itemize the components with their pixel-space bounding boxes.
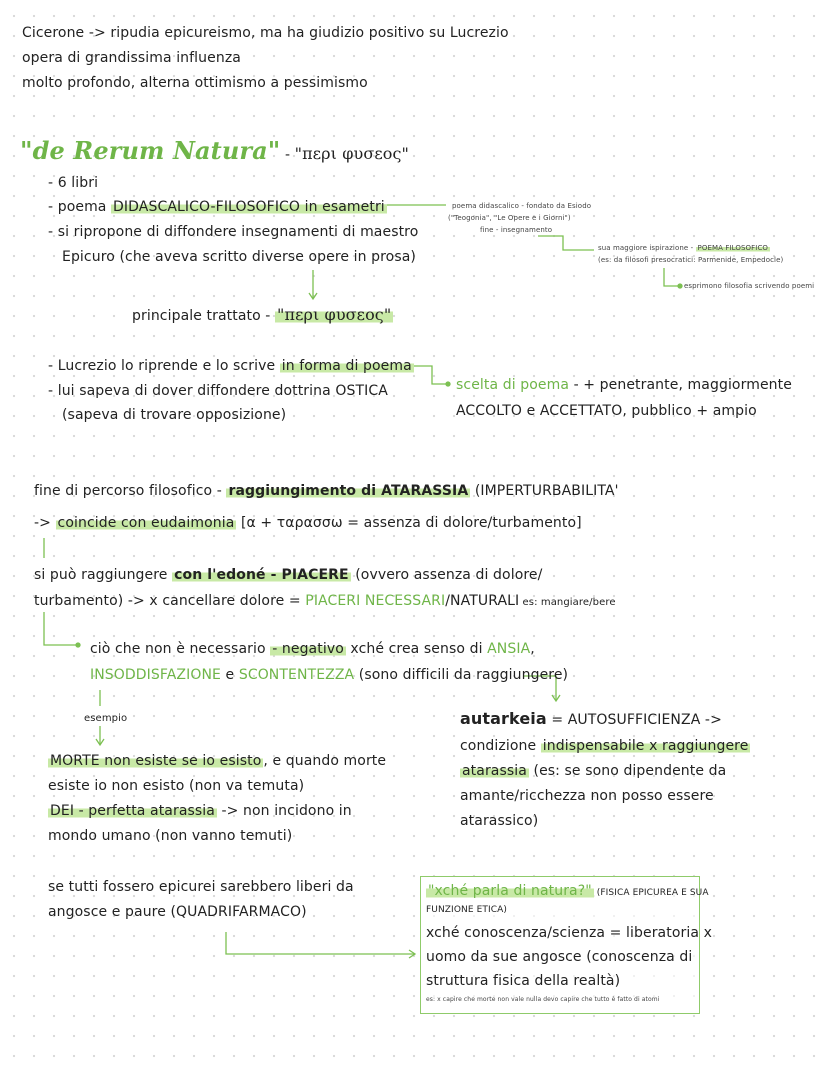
intro-line-3: molto profondo, alterna ottimismo a pessimismo: [22, 75, 368, 91]
trattato-label: principale trattato -: [132, 308, 275, 324]
box-line-4: uomo da sue angosce (conoscenza di: [426, 949, 693, 965]
box-line-1: [426, 882, 709, 902]
eudaimonia-highlight: coincide con eudaimonia: [57, 515, 235, 531]
intro-line-2: opera di grandissima influenza: [22, 50, 241, 66]
autarkeia-highlight-1: indispensabile x raggiungere: [542, 738, 749, 754]
atarassia-pre: fine di percorso filosofico -: [34, 483, 227, 499]
atarassia-line-1: [34, 482, 619, 500]
piacere-line-1: [34, 566, 542, 584]
autarkeia-condizione: condizione: [460, 738, 541, 754]
box-line-3: xché conoscenza/scienza = liberatoria x: [426, 925, 712, 941]
necessario-mid: xché crea senso di: [345, 641, 488, 657]
necessario-scontentezza: SCONTENTEZZA: [238, 667, 355, 683]
necessario-pre: ciò che non è necessario: [90, 641, 271, 657]
piacere-necessari: PIACERI NECESSARI: [305, 593, 446, 609]
bullet-lucrezio-highlight: in forma di poema: [281, 358, 412, 374]
autarkeia-line-4: amante/ricchezza non posso essere: [460, 788, 714, 804]
atarassia-line-2: [34, 514, 582, 532]
morte-highlight: MORTE non esiste se io esisto: [50, 753, 262, 769]
dei-highlight: DEI - perfetta atarassia: [50, 803, 215, 819]
bullet-poema: [48, 198, 387, 216]
eudaimonia-post: [α + ταρασσω = assenza di dolore/turbamento]: [236, 515, 582, 531]
eudaimonia-pre: ->: [34, 515, 56, 531]
bullet-opposizione: (sapeva di trovare opposizione): [62, 407, 287, 423]
morte-line-1: [48, 752, 386, 770]
note-poemi: esprimono filosofia scrivendo poemi: [684, 282, 815, 290]
scelta-rest-1: - + penetrante, maggiormente: [569, 377, 792, 393]
piacere-esempio: es: mangiare/bere: [519, 597, 616, 608]
morte-post: , e quando morte: [263, 753, 387, 769]
autarkeia-line-1: [460, 710, 722, 729]
page-title: [20, 136, 409, 166]
necessario-line-1: [90, 640, 535, 658]
autarkeia-line-2: [460, 737, 750, 755]
autarkeia-word: autarkeia: [460, 709, 547, 728]
dei-post: -> non incidono in: [216, 803, 352, 819]
intro-line-1: Cicerone -> ripudia epicureismo, ma ha giudizio positivo su Lucrezio: [22, 25, 509, 41]
piacere-l2-pre: turbamento) -> x cancellare dolore =: [34, 593, 306, 609]
bullet-lucrezio: [48, 357, 414, 375]
trattato-greek: "περι φυσεος": [277, 305, 392, 324]
piacere-pre: si può raggiungere: [34, 567, 173, 583]
quadri-line-2: angosce e paure (QUADRIFARMACO): [48, 904, 307, 920]
bullet-lucrezio-pre: - Lucrezio lo riprende e lo scrive: [48, 358, 280, 374]
autarkeia-line-3: [460, 762, 726, 780]
piacere-line-2: [34, 592, 616, 612]
box-question: "xché parla di natura?": [428, 883, 592, 899]
necessario-highlight: - negativo: [272, 641, 344, 657]
title-dash: -: [280, 147, 295, 163]
note-didascalico-2: ("Teogonia", "Le Opere e i Giorni"): [448, 214, 571, 222]
atarassia-post: (IMPERTURBABILITA': [470, 483, 619, 499]
box-line-5: struttura fisica della realtà): [426, 973, 621, 989]
necessario-comma: ,: [530, 641, 535, 657]
dei-line-1: [48, 802, 352, 820]
quadri-line-1: se tutti fossero epicurei sarebbero liberi da: [48, 879, 354, 895]
atarassia-highlight: raggiungimento di ATARASSIA: [228, 483, 469, 499]
piacere-naturali: /NATURALI: [445, 593, 520, 609]
box-fisica: (FISICA EPICUREA E SUA: [593, 888, 709, 898]
box-line-2: FUNZIONE ETICA): [426, 905, 507, 915]
title-main: "de Rerum Natura": [20, 136, 281, 165]
note-didascalico-1: poema didascalico - fondato da Esiodo: [452, 202, 592, 210]
note-ispirazione-1: [598, 244, 770, 253]
necessario-line-2: [90, 666, 568, 684]
piacere-highlight: con l'edoné - PIACERE: [174, 567, 349, 583]
scelta-line-2: ACCOLTO e ACCETTATO, pubblico + ampio: [456, 403, 757, 419]
bullet-ostica: - lui sapeva di dover diffondere dottrina OSTICA: [48, 383, 388, 399]
bullet-ripropone-2: Epicuro (che aveva scritto diverse opere in prosa): [62, 249, 416, 265]
bullet-ripropone-1: - si ripropone di diffondere insegnamenti di maestro: [48, 224, 419, 240]
necessario-e: e: [221, 667, 239, 683]
autarkeia-highlight-2: atarassia: [462, 763, 527, 779]
autarkeia-line-5: atarassico): [460, 813, 539, 829]
morte-line-2: esiste io non esisto (non va temuta): [48, 778, 305, 794]
bullet-poema-highlight: DIDASCALICO-FILOSOFICO in esametri: [113, 199, 385, 215]
necessario-ansia: ANSIA: [487, 641, 531, 657]
box-line-6: es: x capire che morte non vale nulla devo capire che tutto è fatto di atomi: [426, 996, 660, 1003]
note-ispirazione-highlight: POEMA FILOSOFICO: [697, 244, 769, 252]
bullet-libri: - 6 libri: [48, 175, 99, 191]
title-greek: "περι φυσεος": [294, 144, 409, 163]
necessario-insoddisfazione: INSODDISFAZIONE: [90, 667, 221, 683]
autarkeia-es: (es: se sono dipendente da: [528, 763, 727, 779]
note-ispirazione-2: (es: da filosofi presocratici: Parmenide, Empedocle): [598, 256, 784, 264]
bullet-poema-pre: - poema: [48, 199, 112, 215]
autarkeia-post: = AUTOSUFFICIENZA ->: [546, 712, 722, 728]
dei-line-2: mondo umano (non vanno temuti): [48, 828, 293, 844]
principale-trattato: [132, 306, 393, 325]
note-ispirazione-pre: sua maggiore ispirazione -: [598, 244, 696, 252]
note-didascalico-3: fine - insegnamento: [480, 226, 553, 234]
piacere-post: (ovvero assenza di dolore/: [350, 567, 543, 583]
esempio-label: esempio: [84, 713, 128, 724]
scelta-green: scelta di poema: [456, 377, 570, 393]
scelta-line-1: [456, 376, 792, 394]
necessario-post: (sono difficili da raggiungere): [354, 667, 569, 683]
